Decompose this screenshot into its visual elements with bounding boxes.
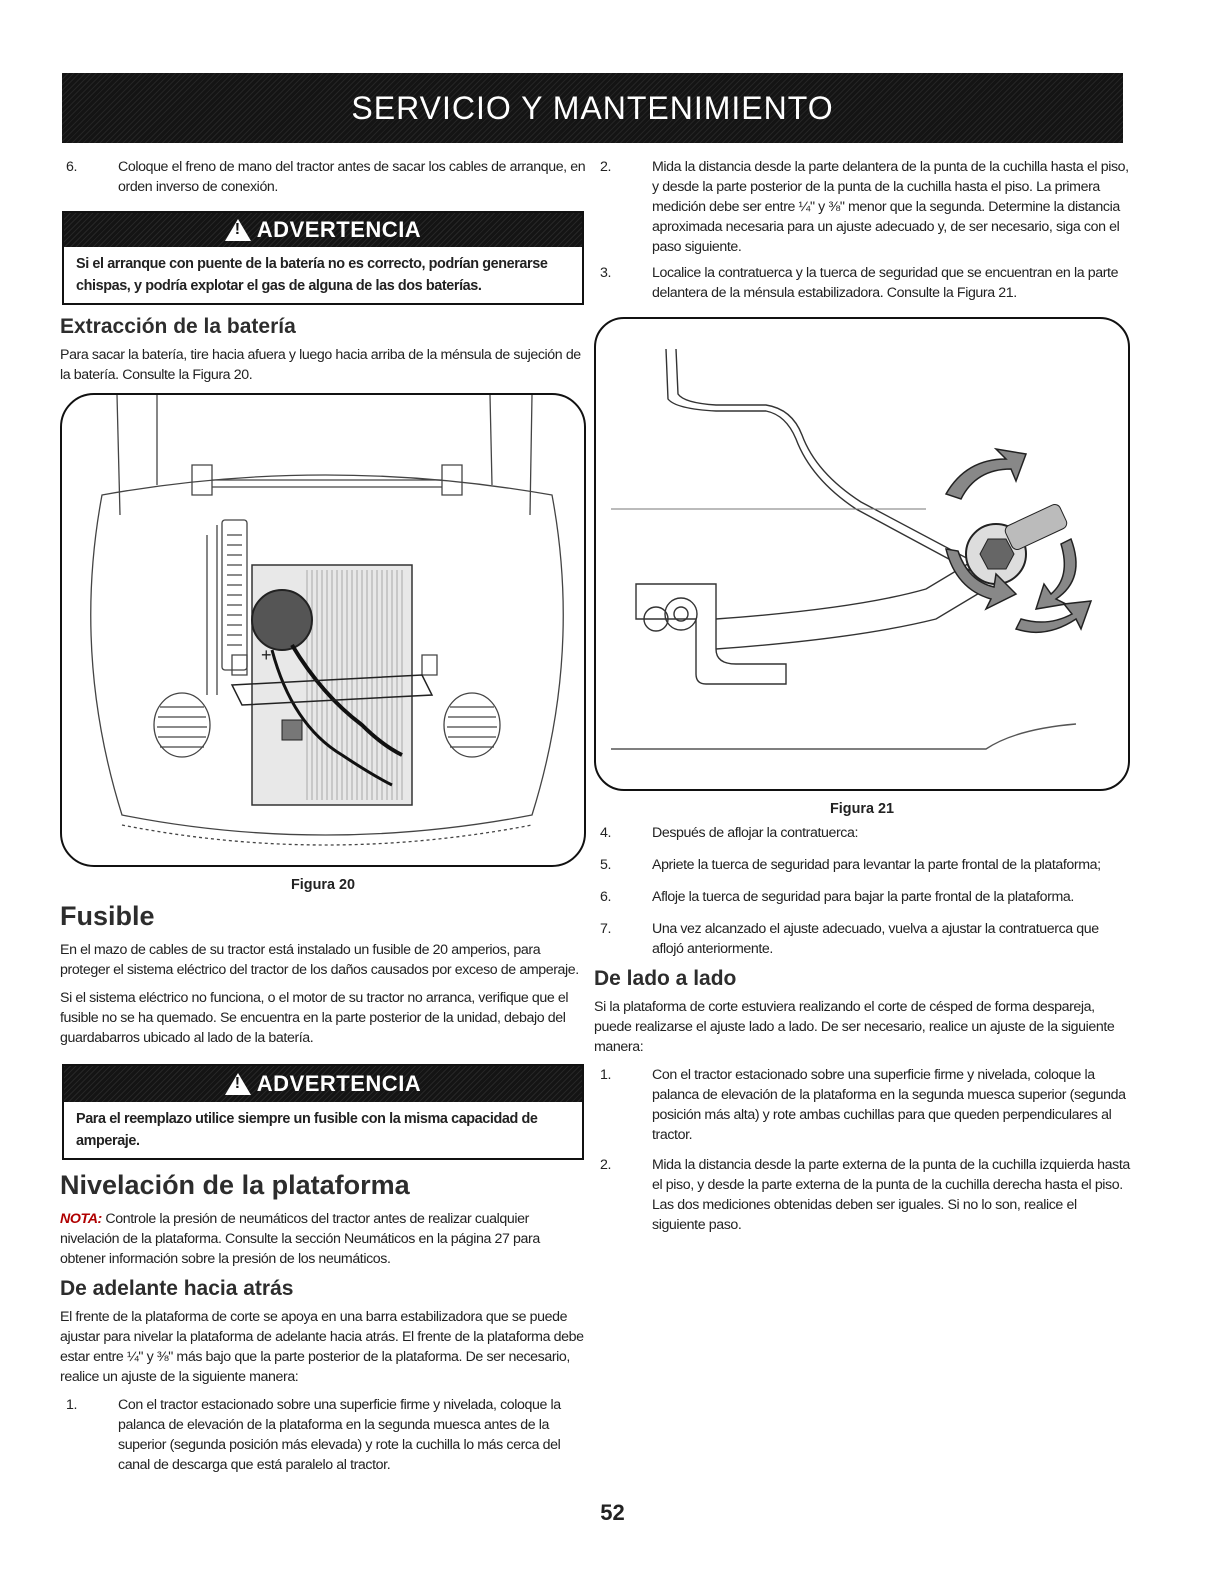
step-number: 1. [600, 1067, 612, 1083]
page-number: 52 [600, 1500, 625, 1525]
step-text: Mida la distancia desde la parte delantera de la punta de la cuchilla hasta el piso, y desde la parte posterior de la punta de la cuchilla hasta el piso. La primera medición debe ser entre ¼" y ⅜" menor que la segunda. Determine la distancia aproximada necesaria para un ajuste adecuado y, de ser necesario, siga con el paso siguiente. [652, 159, 1129, 255]
step-text: Mida la distancia desde la parte externa de la punta de la cuchilla izquierda hasta el piso, y desde la parte externa de la punta de la cuchilla derecha hasta el piso. Las dos mediciones obtenidas deben ser iguales. Si no lo son, realice el siguiente paso. [652, 1157, 1130, 1233]
warning-title: ADVERTENCIA [256, 1071, 422, 1096]
warning-box-jumpstart [62, 211, 584, 305]
step-number: 1. [66, 1397, 78, 1413]
step-number: 6. [600, 889, 612, 905]
figure-21-caption: Figura 21 [830, 801, 894, 817]
fuse-heading: Fusible [60, 901, 155, 931]
battery-removal-heading: Extracción de la batería [60, 315, 296, 338]
step-number: 7. [600, 921, 612, 937]
fuse-paragraph-1: En el mazo de cables de su tractor está instalado un fusible de 20 amperios, para proteger el sistema eléctrico del tractor de los daños causados por exceso de amperaje. [60, 942, 579, 978]
step-list-jumpstart [60, 157, 586, 197]
step-list-side-to-side [594, 1065, 1130, 1235]
battery-illustration [62, 395, 586, 865]
right-column [594, 157, 1130, 1241]
front-back-text: El frente de la plataforma de corte se apoya en una barra estabilizadora que se puede ajustar para nivelar la plataforma de adelante hacia atrás. El frente de la plataforma debe estar entre ¼" y ⅜" más bajo que la parte posterior de la plataforma. De ser necesario, realice un ajuste de la siguiente manera: [60, 1309, 584, 1385]
leveling-note [60, 1209, 586, 1269]
svg-text:+: + [261, 645, 272, 665]
step-list-adjust [594, 823, 1130, 959]
step-text: Afloje la tuerca de seguridad para bajar la parte frontal de la plataforma. [652, 889, 1074, 905]
list-item [594, 1155, 1130, 1235]
list-item [594, 157, 1130, 257]
step-number: 5. [600, 857, 612, 873]
figure-21-stabilizer [594, 317, 1130, 791]
step-text: Apriete la tuerca de seguridad para levantar la parte frontal de la plataforma; [652, 857, 1101, 873]
step-text: Después de aflojar la contratuerca: [652, 825, 859, 841]
figure-20-battery [60, 393, 586, 867]
step-text: Una vez alcanzado el ajuste adecuado, vuelva a ajustar la contratuerca que aflojó anteriormente. [652, 921, 1099, 957]
front-back-heading: De adelante hacia atrás [60, 1277, 294, 1300]
step-number: 2. [600, 159, 612, 175]
left-column [60, 157, 586, 1481]
side-to-side-heading: De lado a lado [594, 967, 737, 990]
step-number: 3. [600, 265, 612, 281]
stabilizer-illustration [596, 319, 1130, 789]
list-item [60, 1395, 586, 1475]
list-item [594, 1065, 1130, 1145]
warning-triangle-icon [225, 219, 251, 241]
step-list-front-back [60, 1395, 586, 1475]
list-item [594, 855, 1130, 875]
section-banner [62, 73, 1123, 143]
section-title: SERVICIO Y MANTENIMIENTO [351, 89, 834, 126]
step-text: Localice la contratuerca y la tuerca de seguridad que se encuentran en la parte delantera de la ménsula estabilizadora. Consulte la Figura 21. [652, 265, 1119, 301]
step-text: Coloque el freno de mano del tractor antes de sacar los cables de arranque, en orden inverso de conexión. [118, 159, 586, 195]
step-number: 4. [600, 825, 612, 841]
warning-title: ADVERTENCIA [256, 217, 422, 242]
warning-header [64, 213, 582, 247]
note-label: NOTA: [60, 1211, 102, 1227]
warning-text: Si el arranque con puente de la batería no es correcto, podrían generarse chispas, y podría explotar el gas de alguna de las dos baterías. [76, 256, 548, 294]
note-text: Controle la presión de neumáticos del tractor antes de realizar cualquier nivelación de la plataforma. Consulte la sección Neumáticos en la página 27 para obtener información sobre la presión de los neumáticos. [60, 1211, 540, 1267]
list-item [594, 887, 1130, 907]
warning-header [64, 1066, 582, 1102]
warning-text: Para el reemplazo utilice siempre un fusible con la misma capacidad de amperaje. [76, 1111, 538, 1149]
figure-20-caption: Figura 20 [291, 877, 355, 893]
fuse-paragraph-2: Si el sistema eléctrico no funciona, o el motor de su tractor no arranca, verifique que el fusible no se ha quemado. Se encuentra en la parte posterior de la unidad, debajo del guardabarros ubicado al lado de la batería. [60, 990, 569, 1046]
leveling-heading: Nivelación de la plataforma [60, 1170, 410, 1200]
battery-removal-text: Para sacar la batería, tire hacia afuera y luego hacia arriba de la ménsula de sujeción de la batería. Consulte la Figura 20. [60, 347, 581, 383]
list-item [60, 157, 586, 197]
side-to-side-text: Si la plataforma de corte estuviera realizando el corte de césped de forma despareja, puede realizarse el ajuste lado a lado. De ser necesario, realice un ajuste de la siguiente manera: [594, 999, 1115, 1055]
list-item [594, 919, 1130, 959]
list-item [594, 263, 1130, 303]
step-number: 2. [600, 1157, 612, 1173]
warning-box-fuse [62, 1064, 584, 1160]
list-item [594, 823, 1130, 843]
step-number: 6. [66, 159, 78, 175]
step-text: Con el tractor estacionado sobre una superficie firme y nivelada, coloque la palanca de elevación de la plataforma en la segunda muesca superior (segunda posición más alta) y rote ambas cuchillas para que queden perpendiculares al tractor. [652, 1067, 1126, 1143]
warning-triangle-icon [225, 1073, 251, 1095]
step-text: Con el tractor estacionado sobre una superficie firme y nivelada, coloque la palanca de elevación de la plataforma en la segunda muesca antes de la superior (segunda posición más elevada) y rote la cuchilla lo más cerca del canal de descarga que está paralelo al tractor. [118, 1397, 561, 1473]
step-list-measure [594, 157, 1130, 303]
